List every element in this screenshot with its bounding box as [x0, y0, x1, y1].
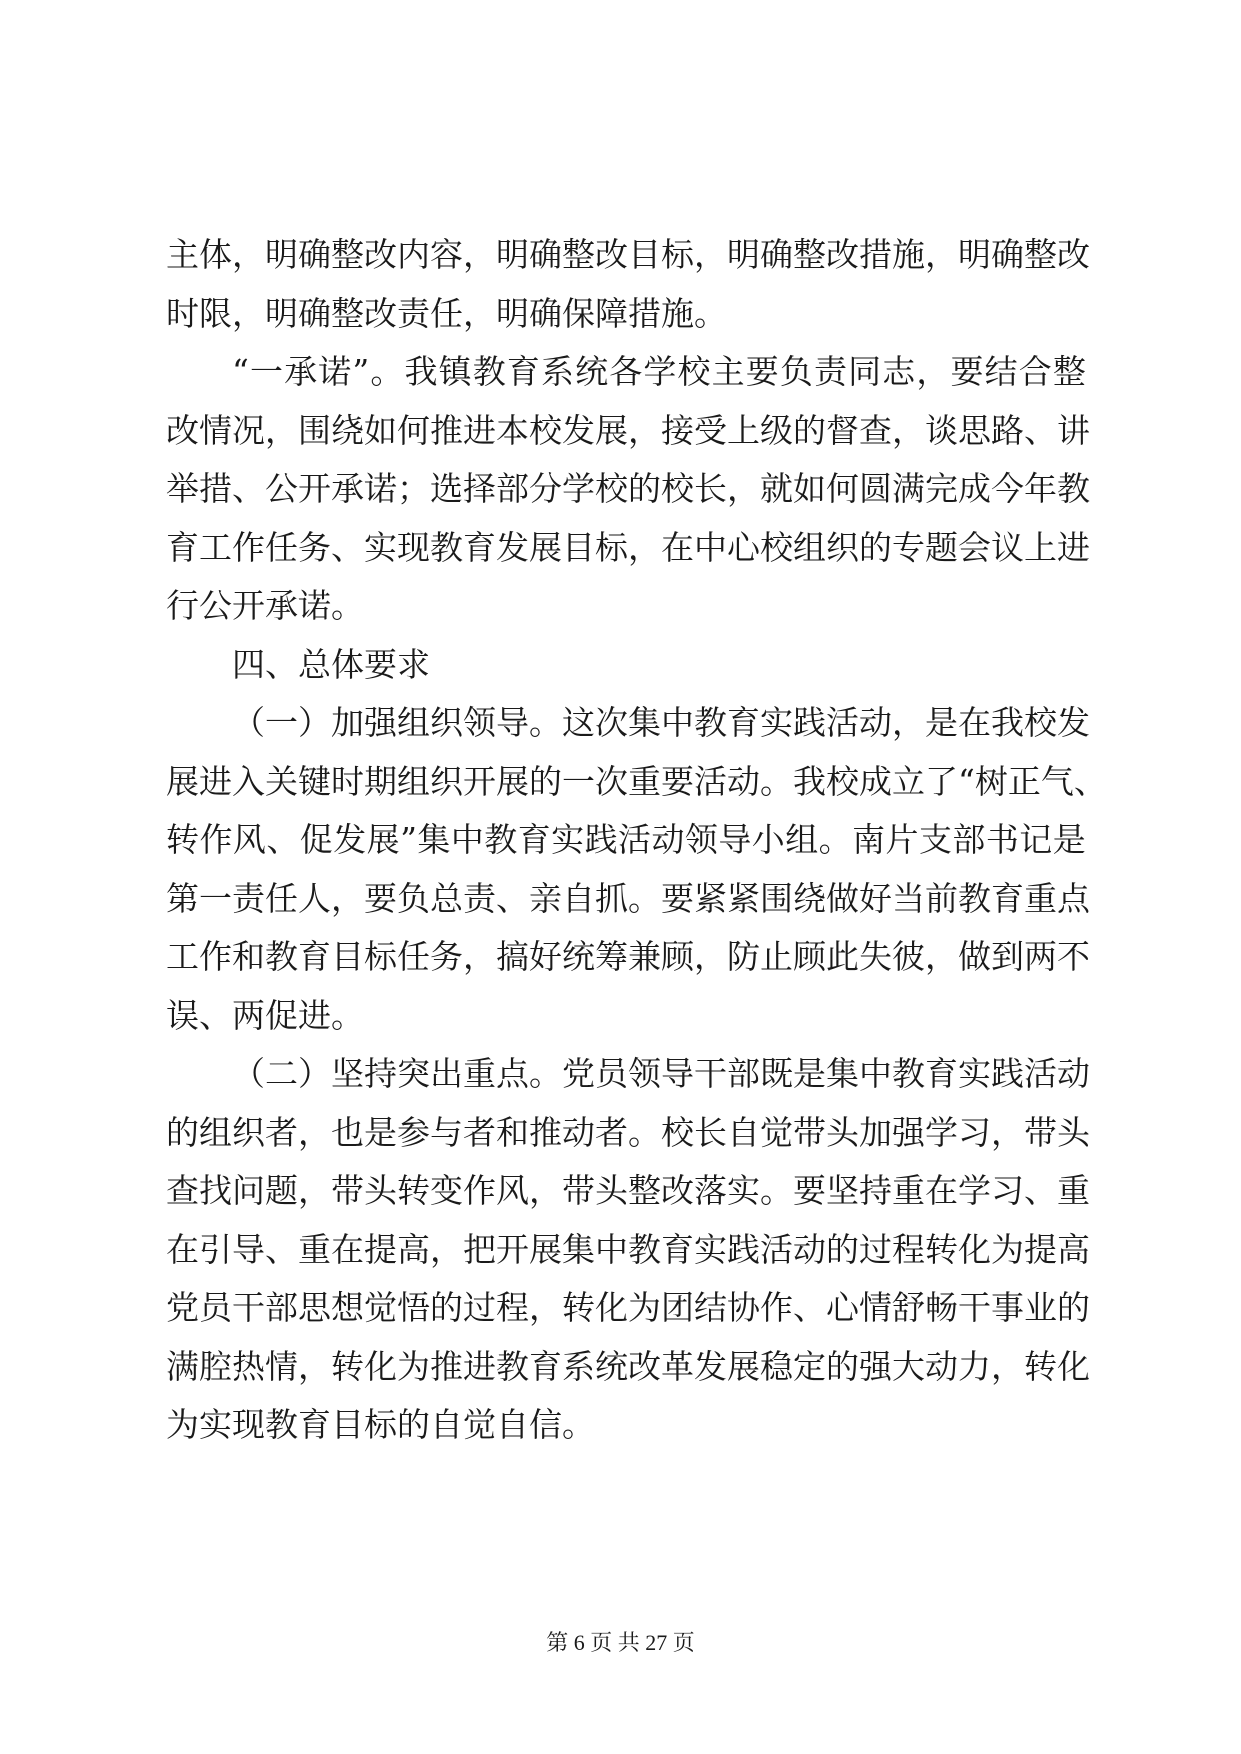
- text-line: 满 腔 热 情 ， 转 化 为 推 进 教 育 系 统 改 革 发 展 稳 定 的 强 大 动 力 ， 转 化: [166, 1346, 1090, 1386]
- text-line: 改 情 况 ， 围 绕 如 何 推 进 本 校 发 展 ， 接 受 上 级 的 督 查 ， 谈 思 路 、 讲: [166, 410, 1090, 450]
- text-line: 育 工 作 任 务 、 实 现 教 育 发 展 目 标 ， 在 中 心 校 组 织 的 专 题 会 议 上 进: [166, 527, 1090, 567]
- page-number-footer: 第 6 页 共 27 页: [546, 1630, 695, 1655]
- text-line: 在 引 导 、 重 在 提 高 ， 把 开 展 集 中 教 育 实 践 活 动 的 过 程 转 化 为 提 高: [166, 1229, 1090, 1269]
- text-line: （ 一 ） 加 强 组 织 领 导 。 这 次 集 中 教 育 实 践 活 动 ， 是 在 我 校 发: [232, 703, 1090, 742]
- section-heading: 四、总体要求: [232, 644, 430, 684]
- text-line: 举 措 、 公 开 承 诺 ； 选 择 部 分 学 校 的 校 长 ， 就 如 何 圆 满 完 成 今 年 教: [166, 469, 1090, 508]
- text-line: 第 一 责 任 人 ， 要 负 总 责 、 亲 自 抓 。 要 紧 紧 围 绕 做 好 当 前 教 育 重 点: [166, 878, 1090, 918]
- text-line: 误、两促进。: [166, 995, 364, 1035]
- text-line: 工 作 和 教 育 目 标 任 务 ， 搞 好 统 筹 兼 顾 ， 防 止 顾 此 失 彼 ， 做 到 两 不: [166, 937, 1090, 976]
- text-line: “ 一 承 诺 ” 。 我 镇 教 育 系 统 各 学 校 主 要 负 责 同 志 ， 要 结 合 整: [232, 352, 1086, 391]
- text-line: 展 进 入 关 键 时 期 组 织 开 展 的 一 次 重 要 活 动 。 我 校 成 立 了 “ 树 正 气 、: [166, 761, 1107, 801]
- text-line: 为实现教育目标的自觉自信。: [166, 1405, 595, 1444]
- text-line: 查 找 问 题 ， 带 头 转 变 作 风 ， 带 头 整 改 落 实 。 要 坚 持 重 在 学 习 、 重: [166, 1171, 1090, 1210]
- text-line: 时限，明确整改责任，明确保障措施。: [166, 293, 727, 333]
- text-line: 行公开承诺。: [166, 586, 364, 625]
- text-line: （ 二 ） 坚 持 突 出 重 点 。 党 员 领 导 干 部 既 是 集 中 教 育 实 践 活 动: [232, 1054, 1090, 1093]
- text-line: 党 员 干 部 思 想 觉 悟 的 过 程 ， 转 化 为 团 结 协 作 、 心 情 舒 畅 干 事 业 的: [166, 1288, 1090, 1327]
- body-text: [166, 226, 1107, 1455]
- text-line: 转 作 风 、 促 发 展 ” 集 中 教 育 实 践 活 动 领 导 小 组 。 南 片 支 部 书 记 是: [166, 820, 1086, 859]
- text-line: 主 体 ， 明 确 整 改 内 容 ， 明 确 整 改 目 标 ， 明 确 整 改 措 施 ， 明 确 整 改: [166, 235, 1090, 274]
- text-line: 的 组 织 者 ， 也 是 参 与 者 和 推 动 者 。 校 长 自 觉 带 头 加 强 学 习 ， 带 头: [166, 1112, 1090, 1152]
